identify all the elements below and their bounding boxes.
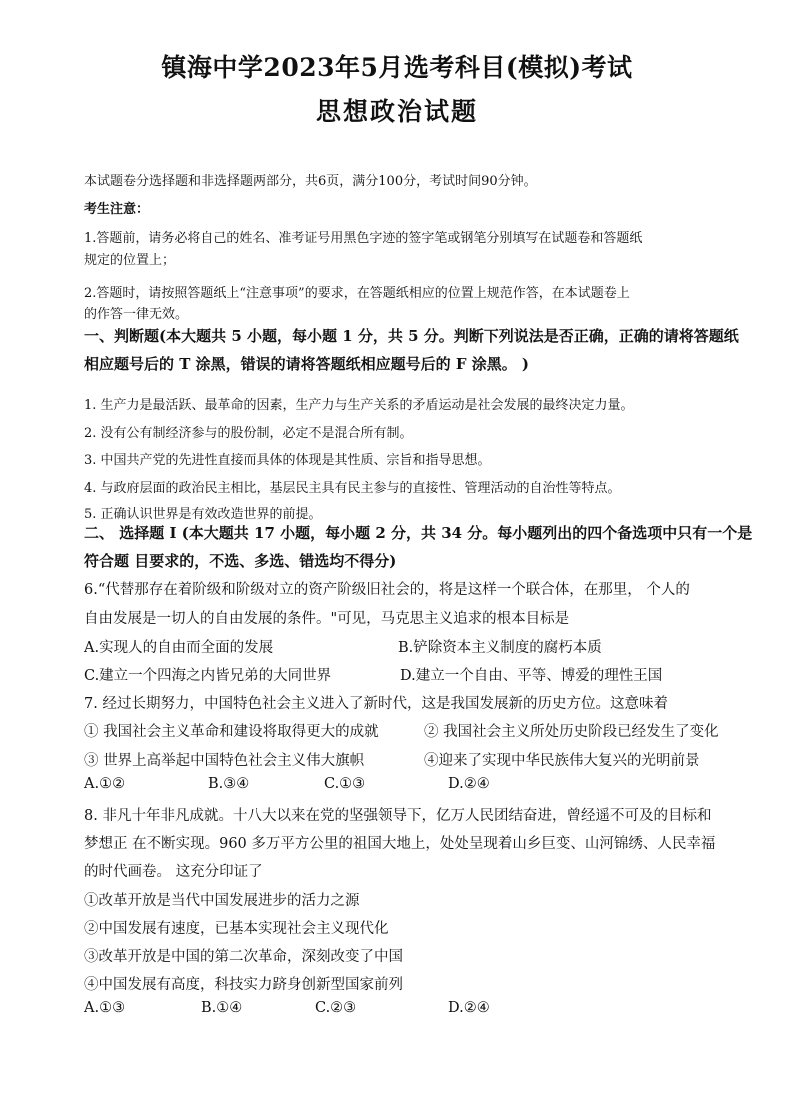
q8-stem-line3: 的时代画卷。 这充分印证了 bbox=[84, 864, 263, 880]
q8-statement-3: ③改革开放是中国的第二次革命，深刻改变了中国 bbox=[84, 949, 403, 965]
q7-option-b: B.③④ bbox=[208, 776, 250, 792]
notice-item-1-line1: 1.答题前，请务必将自己的姓名、准考证号用黑色字迹的签字笔或钢笔分别填写在试题卷和答题纸 bbox=[84, 231, 643, 246]
q7-statement-1: ① 我国社会主义革命和建设将取得更大的成就 bbox=[84, 724, 379, 740]
section2-heading-line2: 符合题 目要求的，不选、多选、错选均不得分) bbox=[84, 552, 397, 570]
q8-stem-line1: 8. 非凡十年非凡成就。十八大以来在党的坚强领导下，亿万人民团结奋进，曾经遥不可及的目标和 bbox=[84, 808, 712, 824]
notice-item-2-line1: 2.答题时，请按照答题纸上“注意事项”的要求，在答题纸相应的位置上规范作答，在本试题卷上 bbox=[84, 286, 630, 301]
q6-stem-line1: 6.“代替那存在着阶级和阶级对立的资产阶级旧社会的，将是这样一个联合体，在那里， 个人的 bbox=[84, 582, 690, 598]
notice-label: 考生注意： bbox=[84, 202, 150, 217]
q7-statement-4: ④迎来了实现中华民族伟大复兴的光明前景 bbox=[424, 753, 700, 769]
q8-option-a: A.①③ bbox=[84, 1000, 126, 1016]
exam-title: 镇海中学2023年5月选考科目(模拟)考试 bbox=[161, 53, 633, 82]
section1-heading-line2: 相应题号后的 T 涂黑，错误的请将答题纸相应题号后的 F 涂黑。 ) bbox=[84, 355, 530, 373]
judge-item-5: 5. 正确认识世界是有效改造世界的前提。 bbox=[84, 507, 322, 522]
q6-option-d: D.建立一个自由、平等、博爱的理性王国 bbox=[400, 668, 663, 684]
q7-statement-2: ② 我国社会主义所处历史阶段已经发生了变化 bbox=[424, 724, 719, 740]
q8-statement-1: ①改革开放是当代中国发展进步的活力之源 bbox=[84, 893, 360, 909]
exam-description: 本试题卷分选择题和非选择题两部分，共6页，满分100分，考试时间90分钟。 bbox=[84, 174, 537, 189]
q7-option-a: A.①② bbox=[84, 776, 126, 792]
q6-option-a: A.实现人的自由而全面的发展 bbox=[84, 640, 274, 656]
q6-option-c: C.建立一个四海之内皆兄弟的大同世界 bbox=[84, 668, 332, 684]
q7-option-c: C.①③ bbox=[324, 776, 366, 792]
q8-statement-2: ②中国发展有速度，已基本实现社会主义现代化 bbox=[84, 921, 389, 937]
section1-heading-line1: 一、判断题(本大题共 5 小题，每小题 1 分，共 5 分。判断下列说法是否正确，正确的请将答题纸 bbox=[84, 327, 739, 345]
q8-stem-line2: 梦想正 在不断实现。960 多万平方公里的祖国大地上，处处呈现着山乡巨变、山河锦绣、人民幸福 bbox=[84, 836, 716, 852]
judge-item-4: 4. 与政府层面的政治民主相比，基层民主具有民主参与的直接性、管理活动的自治性等特点。 bbox=[84, 481, 621, 496]
q8-statement-4: ④中国发展有高度，科技实力跻身创新型国家前列 bbox=[84, 977, 403, 993]
q7-option-d: D.②④ bbox=[448, 776, 490, 792]
q7-stem: 7. 经过长期努力，中国特色社会主义进入了新时代，这是我国发展新的历史方位。这意味着 bbox=[84, 696, 668, 712]
section2-heading-line1: 二、 选择题 I (本大题共 17 小题，每小题 2 分，共 34 分。每小题列出的四个备选项中只有一个是 bbox=[84, 524, 753, 542]
judge-item-3: 3. 中国共产党的先进性直接而具体的体现是其性质、宗旨和指导思想。 bbox=[84, 453, 491, 468]
q8-option-d: D.②④ bbox=[448, 1000, 490, 1016]
notice-item-1-line2: 规定的位置上； bbox=[84, 253, 176, 268]
subject-title: 思想政治试题 bbox=[315, 97, 478, 126]
q6-stem-line2: 自由发展是一切人的自由发展的条件。"可见，马克思主义追求的根本目标是 bbox=[84, 611, 570, 627]
q7-statement-3: ③ 世界上高举起中国特色社会主义伟大旗帜 bbox=[84, 753, 365, 769]
notice-item-2-line2: 的作答一律无效。 bbox=[84, 307, 189, 322]
judge-item-1: 1. 生产力是最活跃、最革命的因素，生产力与生产关系的矛盾运动是社会发展的最终决定力量。 bbox=[84, 398, 634, 413]
q6-option-b: B.铲除资本主义制度的腐朽本质 bbox=[398, 640, 602, 656]
q8-option-b: B.①④ bbox=[201, 1000, 243, 1016]
judge-item-2: 2. 没有公有制经济参与的股份制，必定不是混合所有制。 bbox=[84, 426, 413, 441]
q8-option-c: C.②③ bbox=[315, 1000, 357, 1016]
